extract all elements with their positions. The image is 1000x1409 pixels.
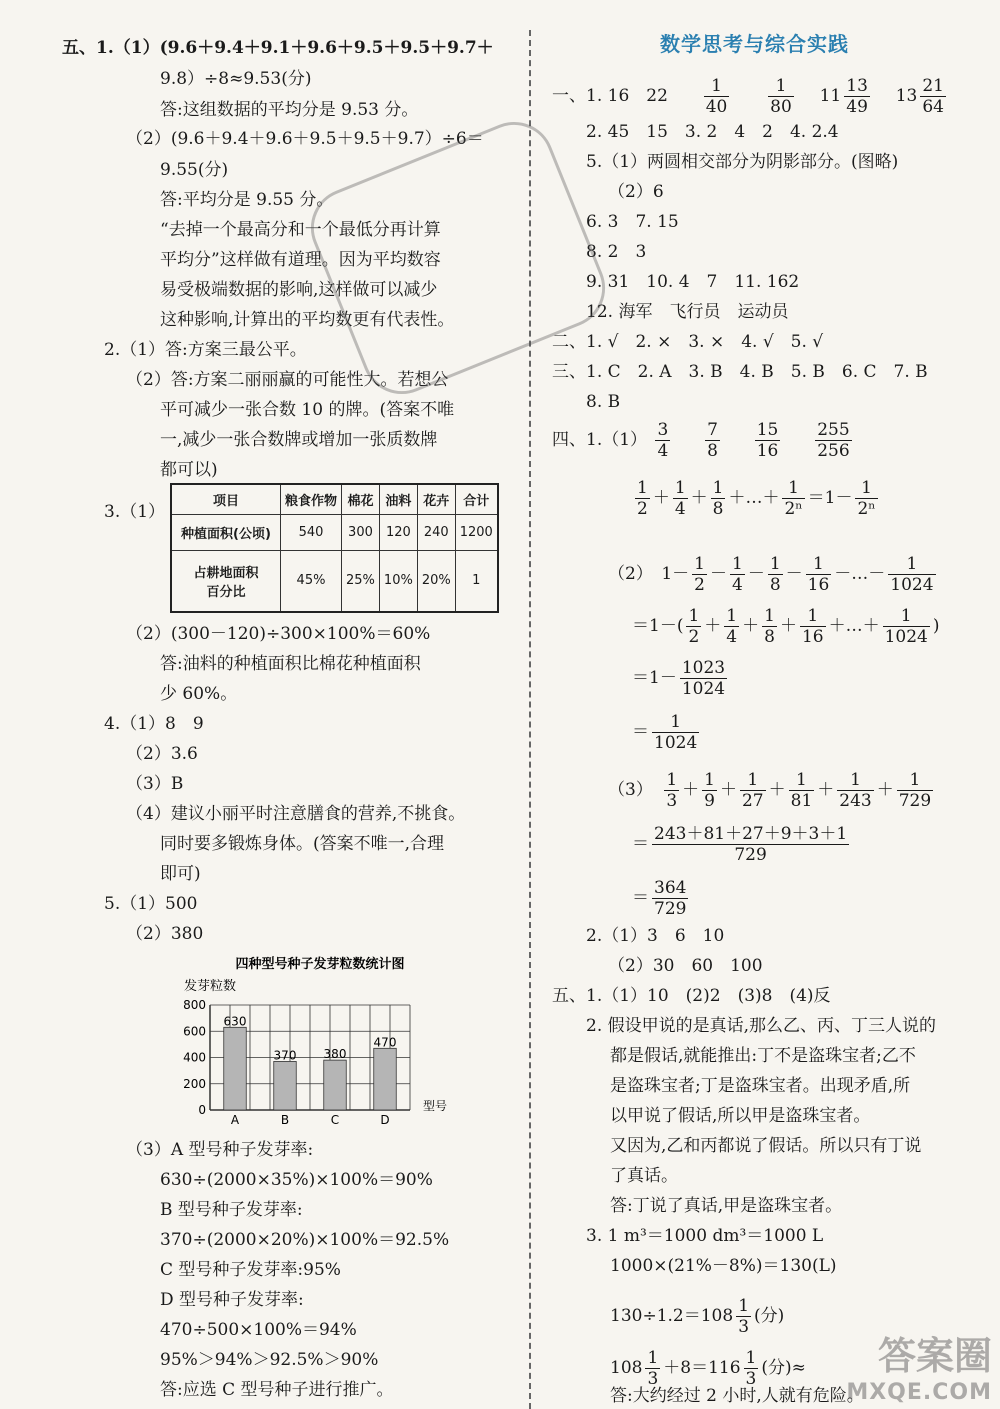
line: 470÷500×100%＝94% bbox=[160, 1320, 357, 1340]
y-tick-label: 400 bbox=[183, 1050, 206, 1065]
line: ＝ $\frac{1}{1024}$ bbox=[632, 712, 698, 753]
line: 1000×(21%－8%)＝130(L) bbox=[610, 1256, 837, 1276]
y-tick-label: 0 bbox=[198, 1103, 206, 1117]
bar bbox=[224, 1027, 247, 1110]
y-axis-label: 发芽粒数 bbox=[184, 979, 237, 994]
line: 12. 海军 飞行员 运动员 bbox=[586, 302, 789, 322]
line: （2）3.6 bbox=[126, 744, 198, 764]
x-tick-label: A bbox=[230, 1113, 240, 1127]
line: 130÷1.2＝108 $\frac{1}{3}$ (分) bbox=[610, 1296, 785, 1337]
y-tick-label: 800 bbox=[183, 998, 206, 1012]
line: 易受极端数据的影响,这样做可以减少 bbox=[160, 280, 438, 300]
line: 2.（1）答:方案三最公平。 bbox=[104, 340, 307, 360]
line: 四、1.（1） $\frac{3}{4}$ $\frac{7}{8}$ $\frac{15}{16}$ $\frac{255}{256}$ bbox=[552, 420, 850, 461]
line: 3.（1） bbox=[104, 502, 166, 522]
table-header: 粮食作物 bbox=[281, 484, 342, 514]
line: 五、1.（1）(9.6＋9.4＋9.1＋9.6＋9.5＋9.5＋9.7＋ bbox=[62, 38, 494, 58]
y-tick-label: 600 bbox=[183, 1024, 206, 1039]
line: 又因为,乙和丙都说了假话。所以只有丁说 bbox=[610, 1136, 922, 1156]
line: 答:丁说了真话,甲是盗珠宝者。 bbox=[610, 1196, 843, 1216]
bar-value-label: 370 bbox=[273, 1048, 297, 1063]
bar-value-label: 470 bbox=[373, 1035, 397, 1050]
bar-value-label: 630 bbox=[223, 1014, 247, 1029]
line: 平均分”这样做有道理。因为平均数容 bbox=[160, 250, 441, 270]
line: $\frac{1}{2}$ ＋ $\frac{1}{4}$ ＋ $\frac{1}{8}$ ＋…＋ $\frac{1}{\text{2ⁿ}}$ ＝1－ $\frac{1}{\text{2ⁿ}}$ bbox=[637, 478, 876, 519]
chart-title: 四种型号种子发芽粒数统计图 bbox=[235, 957, 405, 972]
line: 以甲说了假话,所以甲是盗珠宝者。 bbox=[610, 1106, 871, 1126]
line: 108 $\frac{1}{3}$ ＋8＝116 $\frac{1}{3}$ (分)≈ bbox=[610, 1348, 806, 1389]
line: D 型号种子发芽率: bbox=[160, 1290, 304, 1310]
table-cell: 240 bbox=[417, 514, 455, 550]
line: 即可) bbox=[160, 864, 201, 884]
table-cell: 种植面积(公顷) bbox=[171, 514, 281, 550]
right-column bbox=[530, 0, 1000, 1409]
bar bbox=[324, 1060, 347, 1110]
line: 9. 31 10. 4 7 11. 162 bbox=[586, 272, 800, 292]
line: （2）30 60 100 bbox=[608, 956, 763, 976]
line: B 型号种子发芽率: bbox=[160, 1200, 303, 1220]
line: （2）(300－120)÷300×100%＝60% bbox=[126, 624, 431, 644]
table-header: 项目 bbox=[171, 484, 281, 514]
line: （3）B bbox=[126, 774, 184, 794]
line: （3）A 型号种子发芽率: bbox=[126, 1140, 314, 1160]
line: 二、1. √ 2. × 3. × 4. √ 5. √ bbox=[552, 332, 824, 352]
line: ＝1－ $\frac{1023}{1024}$ bbox=[632, 658, 726, 699]
table-header: 棉花 bbox=[342, 484, 380, 514]
line: 答:平均分是 9.55 分。 bbox=[160, 190, 334, 210]
line: （2）答:方案二丽丽赢的可能性大。若想公 bbox=[126, 370, 449, 390]
table-header: 花卉 bbox=[417, 484, 455, 514]
line: ＝1－( $\frac{1}{2}$ ＋ $\frac{1}{4}$ ＋ $\frac{1}{8}$ ＋ $\frac{1}{16}$ ＋…＋ $\frac{1}{1024}$ ) bbox=[632, 606, 940, 647]
line: 5.（1）两圆相交部分为阴影部分。(图略) bbox=[586, 152, 899, 172]
line: 三、1. C 2. A 3. B 4. B 5. B 6. C 7. B bbox=[552, 362, 928, 382]
germination-bar-chart bbox=[150, 950, 480, 1135]
line: 370÷(2000×20%)×100%＝92.5% bbox=[160, 1230, 450, 1250]
line: 5.（1）500 bbox=[104, 894, 198, 914]
table-cell: 1 bbox=[455, 550, 498, 612]
table-cell: 占耕地面积 百分比 bbox=[171, 550, 281, 612]
line: 答:大约经过 2 小时,人就有危险。 bbox=[610, 1386, 864, 1406]
table-cell: 20% bbox=[417, 550, 455, 612]
line: （2）380 bbox=[126, 924, 204, 944]
line: 2. 假设甲说的是真话,那么乙、丙、丁三人说的 bbox=[586, 1016, 937, 1036]
line: 少 60%。 bbox=[160, 684, 238, 704]
line: 3. 1 m³＝1000 dm³＝1000 L bbox=[586, 1226, 824, 1246]
x-tick-label: C bbox=[330, 1113, 340, 1127]
x-tick-label: B bbox=[280, 1113, 290, 1127]
line: 答:应选 C 型号种子进行推广。 bbox=[160, 1380, 394, 1400]
x-tick-label: D bbox=[380, 1113, 390, 1127]
line: 9.55(分) bbox=[160, 160, 229, 180]
line: 6. 3 7. 15 bbox=[586, 212, 679, 232]
table-cell: 1200 bbox=[455, 514, 498, 550]
table-header: 油料 bbox=[379, 484, 417, 514]
line: 都是假话,就能推出:丁不是盗珠宝者;乙不 bbox=[610, 1046, 916, 1066]
line: 平可减少一张合数 10 的牌。(答案不唯 bbox=[160, 400, 455, 420]
table-cell: 10% bbox=[379, 550, 417, 612]
line: 4.（1）8 9 bbox=[104, 714, 204, 734]
table-cell: 120 bbox=[379, 514, 417, 550]
line: 是盗珠宝者;丁是盗珠宝者。出现矛盾,所 bbox=[610, 1076, 911, 1096]
watermark-logo: 答案圈 MXQE.COM bbox=[846, 1334, 992, 1405]
line: 一,减少一张合数牌或增加一张质数牌 bbox=[160, 430, 438, 450]
line: 同时要多锻炼身体。(答案不唯一,合理 bbox=[160, 834, 445, 854]
line: ＝ $\frac{364}{729}$ bbox=[632, 878, 687, 919]
line: 这种影响,计算出的平均数更有代表性。 bbox=[160, 310, 455, 330]
line: 8. 2 3 bbox=[586, 242, 647, 262]
line: 9.8）÷8≈9.53(分) bbox=[160, 69, 312, 89]
y-tick-label: 200 bbox=[183, 1076, 206, 1091]
line: 95%＞94%＞92.5%＞90% bbox=[160, 1350, 379, 1370]
line: 8. B bbox=[586, 392, 621, 412]
line: 五、1.（1）10 (2)2 (3)8 (4)反 bbox=[552, 986, 831, 1006]
line: 630÷(2000×35%)×100%＝90% bbox=[160, 1170, 433, 1190]
line: 都可以) bbox=[160, 460, 218, 480]
line: （2）(9.6＋9.4＋9.6＋9.5＋9.5＋9.7）÷6＝ bbox=[126, 129, 484, 149]
line: 2.（1）3 6 10 bbox=[586, 926, 725, 946]
table-cell: 300 bbox=[342, 514, 380, 550]
area-table bbox=[170, 483, 499, 613]
line: 2. 45 15 3. 2 4 2 4. 2.4 bbox=[586, 122, 839, 142]
x-axis-label: 型号 bbox=[423, 1099, 448, 1113]
table-cell: 25% bbox=[342, 550, 380, 612]
bar bbox=[274, 1061, 297, 1110]
line: （3） $\frac{1}{3}$ ＋ $\frac{1}{9}$ ＋ $\frac{1}{27}$ ＋ $\frac{1}{81}$ ＋ $\frac{1}{243}$ ＋ $\frac{1}{729}$ bbox=[608, 770, 932, 811]
line: （4）建议小丽平时注意膳食的营养,不挑食。 bbox=[126, 804, 466, 824]
bar bbox=[374, 1048, 397, 1110]
line: （2）6 bbox=[608, 182, 664, 202]
line: 一、1. 16 22 $\frac{1}{40}$ $\frac{1}{80}$ 11 $\frac{13}{49}$ 13 $\frac{21}{64}$ bbox=[552, 76, 944, 117]
line: 答:油料的种植面积比棉花种植面积 bbox=[160, 654, 421, 674]
line: 答:这组数据的平均分是 9.53 分。 bbox=[160, 100, 419, 120]
bar-value-label: 380 bbox=[323, 1047, 347, 1062]
section-title: 数学思考与综合实践 bbox=[660, 32, 849, 56]
line: C 型号种子发芽率:95% bbox=[160, 1260, 341, 1280]
line: （2） 1－ $\frac{1}{2}$ － $\frac{1}{4}$ － $\frac{1}{8}$ － $\frac{1}{16}$ －…－ $\frac{1}{1024}$ bbox=[608, 554, 934, 595]
table-cell: 540 bbox=[281, 514, 342, 550]
line: “去掉一个最高分和一个最低分再计算 bbox=[160, 220, 441, 240]
line: 了真话。 bbox=[610, 1166, 678, 1186]
table-cell: 45% bbox=[281, 550, 342, 612]
line: ＝ $\frac{243+81+27+9+3+1}{729}$ bbox=[632, 824, 848, 865]
table-header: 合计 bbox=[455, 484, 498, 514]
